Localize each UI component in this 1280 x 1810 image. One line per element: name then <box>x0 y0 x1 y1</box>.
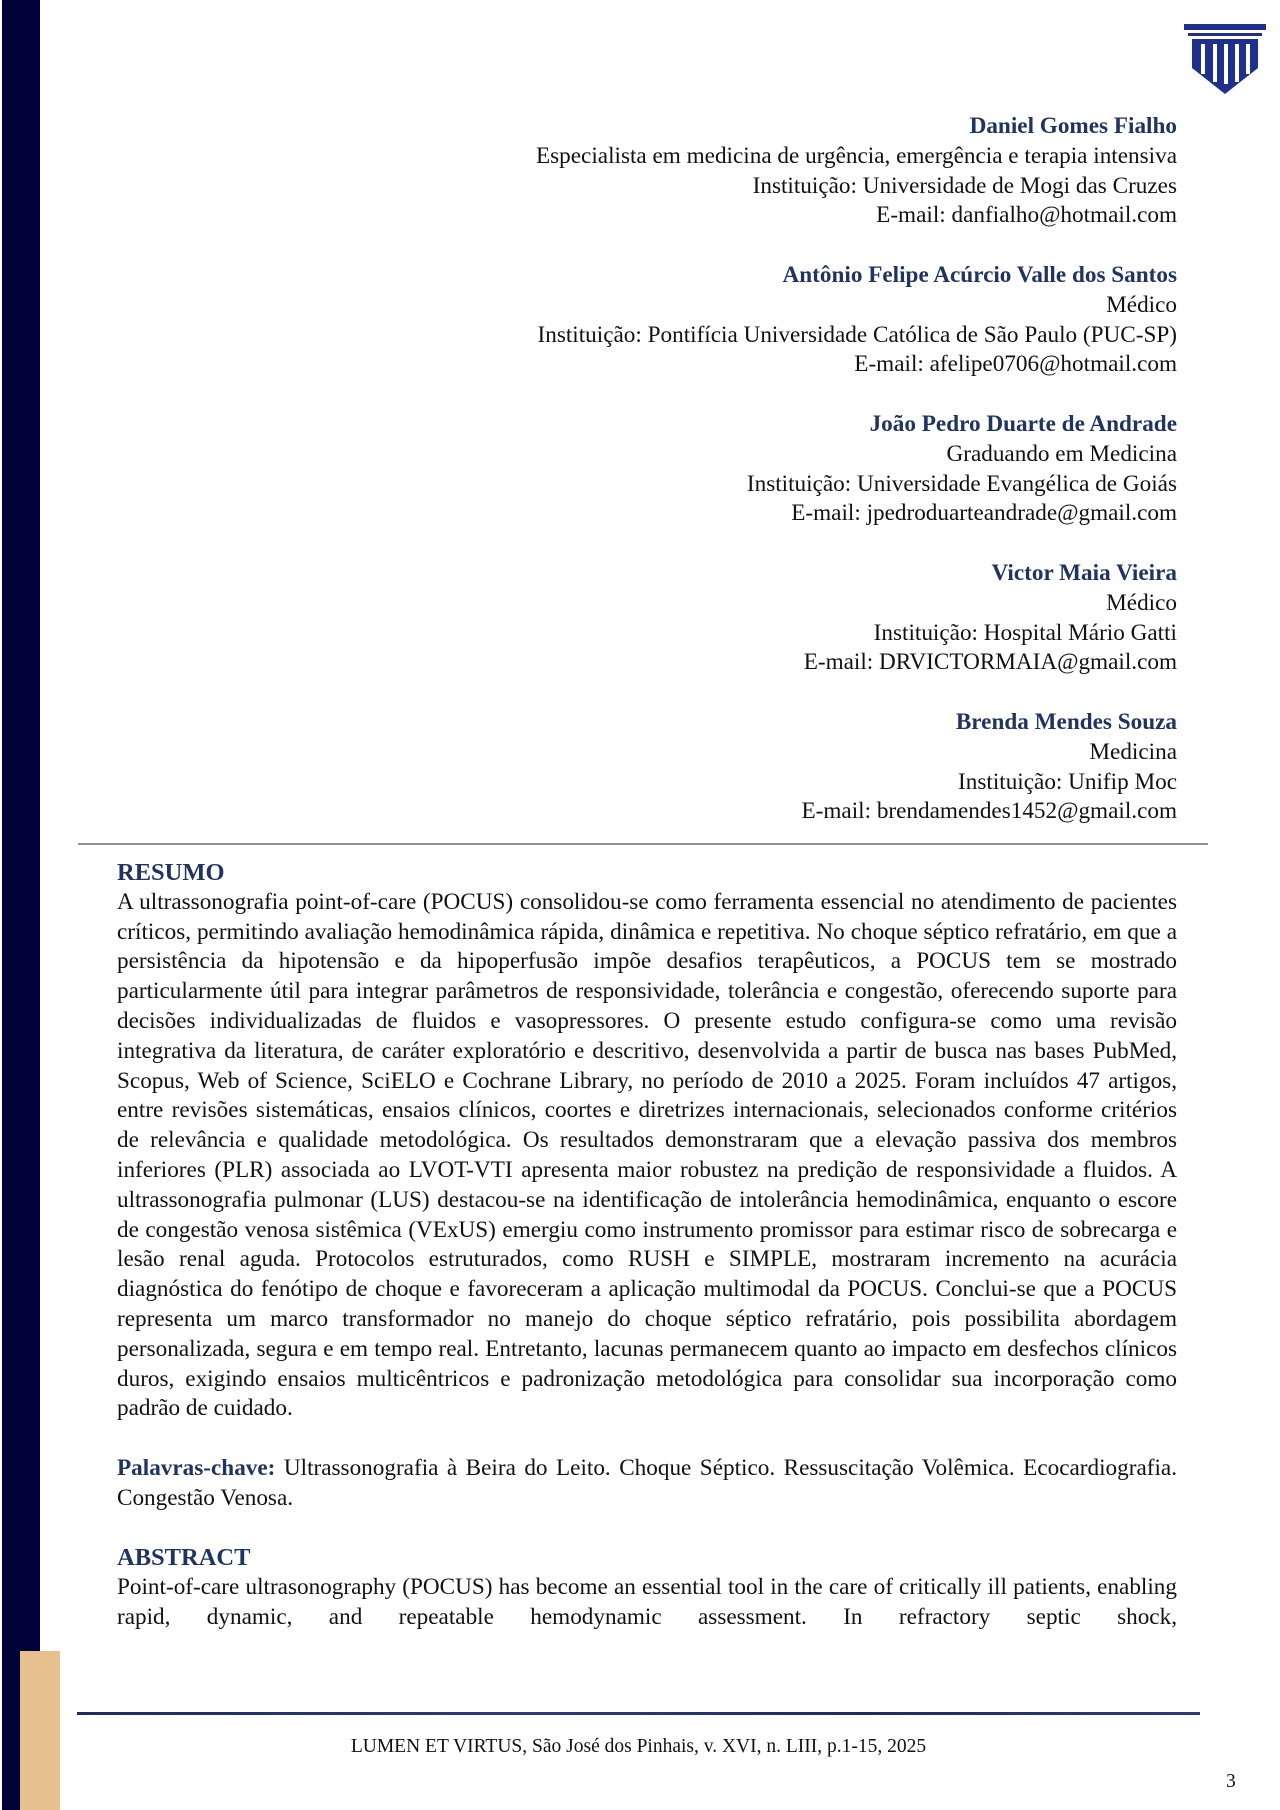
keywords <box>117 1454 1177 1514</box>
author-institution: Instituição: Pontifícia Universidade Católica de São Paulo (PUC-SP) <box>537 321 1177 348</box>
author-name: Antônio Felipe Acúrcio Valle dos Santos <box>782 261 1177 288</box>
author-email: E-mail: DRVICTORMAIA@gmail.com <box>803 649 1177 676</box>
author-block <box>277 112 1177 231</box>
author-block <box>277 261 1177 380</box>
abstract-heading: ABSTRACT <box>117 1544 251 1572</box>
author-email: E-mail: afelipe0706@hotmail.com <box>854 351 1177 378</box>
author-email: E-mail: brendamendes1452@gmail.com <box>801 798 1177 825</box>
author-role: Médico <box>1106 291 1177 318</box>
author-block <box>277 559 1177 678</box>
page-number: 3 <box>1226 1771 1236 1792</box>
main-content <box>117 858 1177 1633</box>
column-pillar-icon <box>1178 22 1272 94</box>
author-institution: Instituição: Unifip Moc <box>958 768 1177 795</box>
author-name: João Pedro Duarte de Andrade <box>869 410 1177 437</box>
author-name: Daniel Gomes Fialho <box>969 113 1177 139</box>
author-role: Especialista em medicina de urgência, emergência e terapia intensiva <box>535 142 1177 169</box>
resumo-paragraph: A ultrassonografia point-of-care (POCUS) consolidou-se como ferramenta essencial no atendimento de pacientes críticos, permitindo avaliação hemodinâmica rápida, dinâmica e repetitiva. No choque séptico refratário, em que a persistência da hipotensão e da hipoperfusão impõe desafios terapêuticos, a POCUS tem se mostrado particularmente útil para integrar parâmetros de responsividade, tolerância e congestão, oferecendo suporte para decisões individualizadas de fluidos e vasopressores. O presente estudo configura-se como uma revisão integrativa da literatura, de caráter exploratório e descritivo, desenvolvida a partir de busca nas bases PubMed, Scopus, Web of Science, SciELO e Cochrane Library, no período de 2010 a 2025. Foram incluídos 47 artigos, entre revisões sistemáticas, ensaios clínicos, coortes e diretrizes internacionais, selecionados conforme critérios de relevância e qualidade metodológica. Os resultados demonstraram que a elevação passiva dos membros inferiores (PLR) associada ao LVOT-VTI apresenta maior robustez na predição de responsividade a fluidos. A ultrassonografia pulmonar (LUS) destacou-se na identificação de intolerância hemodinâmica, enquanto o escore de congestão venosa sistêmica (VExUS) emergiu como instrumento promissor para estimar risco de sobrecarga e lesão renal aguda. Protocolos estruturados, como RUSH e SIMPLE, mostraram incremento na acurácia diagnóstica do fenótipo de choque e favoreceram a aplicação multimodal da POCUS. Conclui-se que a POCUS representa um marco transformador no manejo do choque séptico refratário, pois possibilita abordagem personalizada, segura e em tempo real. Entretanto, lacunas permanecem quanto ao impacto em desfechos clínicos duros, exigindo ensaios multicêntricos e padronização metodológica para consolidar sua incorporação como padrão de cuidado. <box>117 888 1177 1422</box>
abstract-paragraph: Point-of-care ultrasonography (POCUS) has become an essential tool in the care of critically ill patients, enabling rapid, dynamic, and repeatable hemodynamic assessment. In refractory septic shock, <box>117 1574 1177 1630</box>
author-email: E-mail: danfialho@hotmail.com <box>876 202 1177 229</box>
author-role: Medicina <box>1089 738 1177 765</box>
author-institution: Instituição: Hospital Mário Gatti <box>873 619 1177 646</box>
section-divider <box>78 843 1208 845</box>
author-block <box>277 708 1177 827</box>
author-institution: Instituição: Universidade de Mogi das Cruzes <box>752 172 1177 199</box>
keywords-text: Ultrassonografia à Beira do Leito. Choque Séptico. Ressuscitação Volêmica. Ecocardiografia. Congestão Venosa. <box>117 1454 1177 1511</box>
author-role: Médico <box>1106 589 1177 616</box>
footer-citation: LUMEN ET VIRTUS, São José dos Pinhais, v. XVI, n. LIII, p.1-15, 2025 <box>350 1736 927 1757</box>
abstract-section <box>117 1543 1177 1632</box>
author-block <box>277 410 1177 529</box>
resumo-heading: RESUMO <box>117 859 225 886</box>
author-role: Graduando em Medicina <box>946 440 1177 467</box>
footer-divider <box>77 1712 1200 1715</box>
author-email: E-mail: jpedroduarteandrade@gmail.com <box>791 500 1177 527</box>
author-name: Brenda Mendes Souza <box>955 708 1177 735</box>
author-name: Victor Maia Vieira <box>991 559 1177 586</box>
author-institution: Instituição: Universidade Evangélica de Goiás <box>746 470 1177 497</box>
left-decorative-bar <box>2 0 40 1810</box>
left-tan-block <box>20 1651 60 1810</box>
author-list <box>277 112 1177 827</box>
keywords-label: Palavras-chave: <box>117 1454 276 1481</box>
